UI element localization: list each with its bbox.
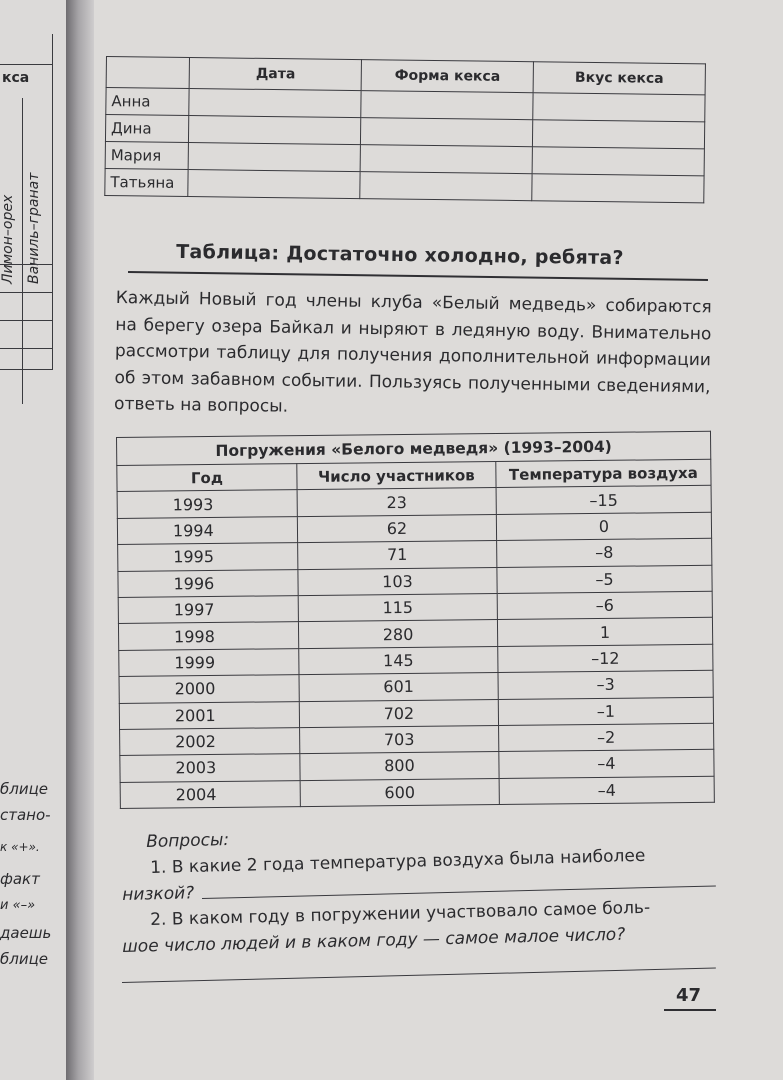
participants-cell: 601 (299, 673, 498, 701)
table-header-cell (106, 57, 190, 89)
left-table-fragment (0, 34, 53, 370)
table-header-cell: Форма кекса (361, 60, 533, 93)
grid-line (0, 264, 52, 265)
table-cell (188, 170, 360, 199)
dive-table (116, 431, 715, 809)
temperature-cell: 1 (497, 618, 712, 647)
grid-line (0, 292, 52, 293)
table-cell: Анна (106, 88, 190, 116)
question-1-text: 1. В какие 2 года температура воздуха была наиболее (150, 845, 646, 878)
question-2-text: шое число людей и в каком году — самое малое число? (122, 924, 626, 957)
table-cell (189, 143, 361, 172)
temperature-cell: –4 (499, 776, 714, 805)
temperature-cell: 0 (496, 512, 711, 541)
left-table-header: кса (2, 70, 30, 86)
questions-heading: Вопросы: (146, 829, 230, 852)
grid-line (0, 348, 52, 349)
table-cell (533, 120, 705, 149)
year-cell: 1999 (119, 648, 299, 676)
left-text-snippet: стано- (0, 806, 51, 824)
table-caption: Погружения «Белого медведя» (1993–2004) (117, 431, 711, 465)
year-cell: 1995 (118, 543, 298, 571)
table-cell (361, 91, 533, 120)
temperature-cell: –8 (497, 538, 712, 567)
table-cell: Мария (105, 141, 189, 169)
table-header-cell: Температура воздуха (496, 459, 711, 488)
left-column-label: Лимон–орех (0, 194, 16, 284)
year-cell: 1998 (118, 622, 298, 650)
year-cell: 2003 (120, 754, 300, 782)
book-gutter (66, 0, 94, 1080)
table-cell (360, 145, 532, 174)
table-cell (533, 93, 705, 122)
temperature-cell: –5 (497, 565, 712, 594)
grid-line (22, 98, 23, 404)
question-2-text: 2. В каком году в погружении участвовало самое боль- (150, 897, 651, 930)
left-text-snippet: к «+». (0, 840, 40, 854)
year-cell: 2002 (120, 728, 300, 756)
year-cell: 1996 (118, 569, 298, 597)
page-number-underline (664, 1009, 716, 1011)
table-header-cell: Вкус кекса (533, 62, 705, 95)
table-header-cell: Год (117, 464, 297, 492)
table-row (120, 776, 714, 809)
table-cell (532, 174, 704, 203)
left-text-snippet: блице (0, 780, 49, 798)
participants-cell: 62 (297, 514, 496, 542)
temperature-cell: –3 (498, 670, 713, 699)
year-cell: 1994 (117, 516, 297, 544)
participants-cell: 115 (298, 593, 497, 621)
temperature-cell: –4 (499, 750, 714, 779)
participants-cell: 800 (300, 752, 499, 780)
participants-cell: 71 (298, 541, 497, 569)
table-cell (532, 147, 704, 176)
grid-line (0, 369, 52, 370)
table-cell: Татьяна (105, 168, 189, 196)
table-cell (189, 89, 361, 118)
section-title: Таблица: Достаточно холодно, ребята? (176, 240, 624, 270)
year-cell: 2001 (119, 701, 299, 729)
temperature-cell: –1 (498, 697, 713, 726)
temperature-cell: –15 (496, 486, 711, 515)
question-1-text: низкой? (122, 883, 195, 905)
temperature-cell: –6 (497, 591, 712, 620)
left-text-snippet: и «–» (0, 898, 36, 913)
grid-line (0, 64, 52, 65)
table-header-cell: Число участников (297, 462, 496, 490)
participants-cell: 23 (297, 488, 496, 516)
participants-cell: 702 (299, 699, 498, 727)
left-text-snippet: факт (0, 870, 40, 888)
participants-cell: 145 (299, 646, 498, 674)
participants-cell: 703 (300, 725, 499, 753)
grid-line (0, 320, 52, 321)
year-cell: 2004 (120, 780, 300, 808)
cake-table (104, 56, 706, 203)
table-cell (361, 118, 533, 147)
participants-cell: 280 (298, 620, 497, 648)
left-column-label: Ваниль–гранат (26, 172, 42, 284)
intro-paragraph: Каждый Новый год члены клуба «Белый медведь» собираются на берегу озера Байкал и ныряют в ледяную воду. Внимательно рассмотри таблицу для получения дополнительной информации об этом забавном событии. Пользуясь полученными сведениями, ответь на вопросы. (113, 287, 712, 417)
table-cell: Дина (105, 115, 189, 143)
temperature-cell: –12 (498, 644, 713, 673)
left-text-snippet: даешь (0, 924, 52, 942)
table-header-cell: Дата (190, 58, 362, 91)
year-cell: 1997 (118, 596, 298, 624)
participants-cell: 103 (298, 567, 497, 595)
participants-cell: 600 (300, 778, 499, 806)
left-text-snippet: блице (0, 950, 49, 968)
left-page-fragment (0, 0, 66, 1080)
page-number: 47 (676, 985, 702, 1006)
year-cell: 2000 (119, 675, 299, 703)
table-cell (360, 172, 532, 201)
year-cell: 1993 (117, 490, 297, 518)
table-cell (189, 116, 361, 145)
temperature-cell: –2 (499, 723, 714, 752)
